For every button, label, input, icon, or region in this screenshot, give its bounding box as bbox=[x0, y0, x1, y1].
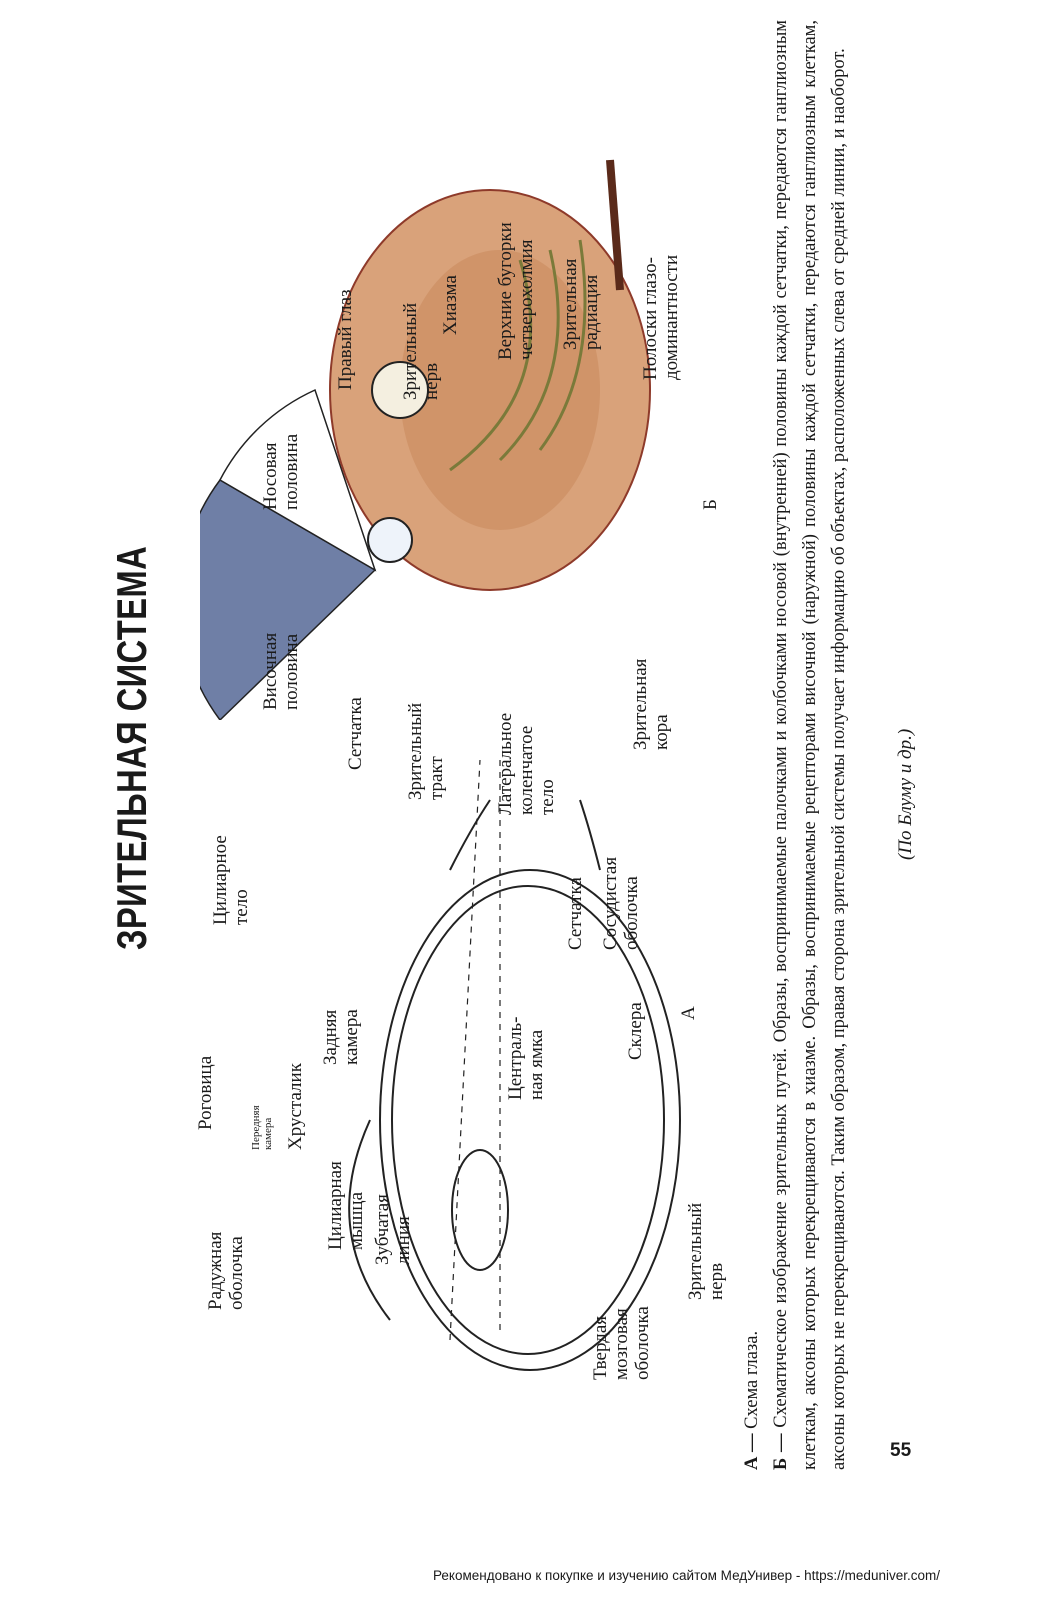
label-retina-b: Сетчатка bbox=[345, 697, 366, 770]
label-ocular-dominance: Полоски глазо- доминантности bbox=[640, 254, 682, 380]
page-title: ЗРИТЕЛЬНАЯ СИСТЕМА bbox=[108, 545, 155, 950]
figure-b-letter: Б bbox=[700, 499, 721, 510]
figure-source: (По Блуму и др.) bbox=[895, 728, 916, 860]
label-visual-cortex: Зрительная кора bbox=[630, 658, 672, 750]
choroid-outline bbox=[392, 886, 664, 1354]
label-optic-radiation: Зрительная радиация bbox=[560, 258, 602, 350]
label-chiasm: Хиазма bbox=[440, 275, 461, 335]
label-posterior-chamber: Задняя камера bbox=[320, 1009, 362, 1065]
footer-text: Рекомендовано к покупке и изучению сайтом МедУнивер - https://meduniver.com/ bbox=[433, 1568, 940, 1583]
left-eye bbox=[368, 518, 412, 562]
label-fovea: Централь- ная ямка bbox=[505, 1016, 547, 1100]
figure-a-letter: А bbox=[678, 1006, 699, 1020]
label-ora-serrata: Зубчатая линия bbox=[372, 1194, 414, 1265]
visual-axis-line bbox=[450, 760, 480, 1340]
label-right-eye: Правый глаз bbox=[335, 289, 356, 390]
caption-a-letter: А — bbox=[742, 1433, 762, 1470]
label-choroid: Сосудистая оболочка bbox=[600, 856, 642, 950]
caption-b-text: Схематическое изображение зрительных путей. Образы, воспринимаемые палочками и колбочками носовой (внутренней) половины каждой сетчатки, передаются ганглиозным клеткам, аксоны которых перекрещиваются в хиазме. Образы, воспринимаемые рецепторами височной (наружной) половины каждой сетчатки, передаются ганглиозным клеткам, аксоны которых не перекрещиваются. Таким образом, правая сторона зрительной системы получает информацию об объектах, расположенных слева от средней линии, и наоборот. bbox=[771, 20, 849, 1470]
label-lgn: Латеральное коленчатое тело bbox=[495, 712, 558, 815]
label-temporal-half: Височная половина bbox=[260, 632, 302, 710]
label-sclera: Склера bbox=[625, 1002, 646, 1060]
label-nasal-half: Носовая половина bbox=[260, 433, 302, 510]
label-iris: Радужная оболочка bbox=[205, 1231, 247, 1310]
caption-b-letter: Б — bbox=[771, 1433, 791, 1470]
label-superior-colliculi: Верхние бугорки четверохолмия bbox=[495, 222, 537, 360]
page-number: 55 bbox=[890, 1440, 912, 1461]
caption bbox=[738, 20, 854, 1470]
label-ciliary-body: Цилиарное тело bbox=[210, 835, 252, 925]
label-dura: Твердая мозговая оболочка bbox=[590, 1306, 653, 1380]
label-optic-nerve-b: Зрительный нерв bbox=[400, 302, 442, 400]
label-retina-a: Сетчатка bbox=[565, 877, 586, 950]
label-cornea: Роговица bbox=[195, 1055, 216, 1130]
label-optic-tract: Зрительный тракт bbox=[405, 702, 447, 800]
label-anterior-chamber: Передняя камера bbox=[250, 1105, 274, 1150]
label-optic-nerve-a: Зрительный нерв bbox=[685, 1202, 727, 1300]
label-ciliary-muscle: Цилиарная мышца bbox=[325, 1161, 367, 1250]
caption-a-text: Схема глаза. bbox=[742, 1330, 762, 1434]
label-lens: Хрусталик bbox=[285, 1063, 306, 1150]
